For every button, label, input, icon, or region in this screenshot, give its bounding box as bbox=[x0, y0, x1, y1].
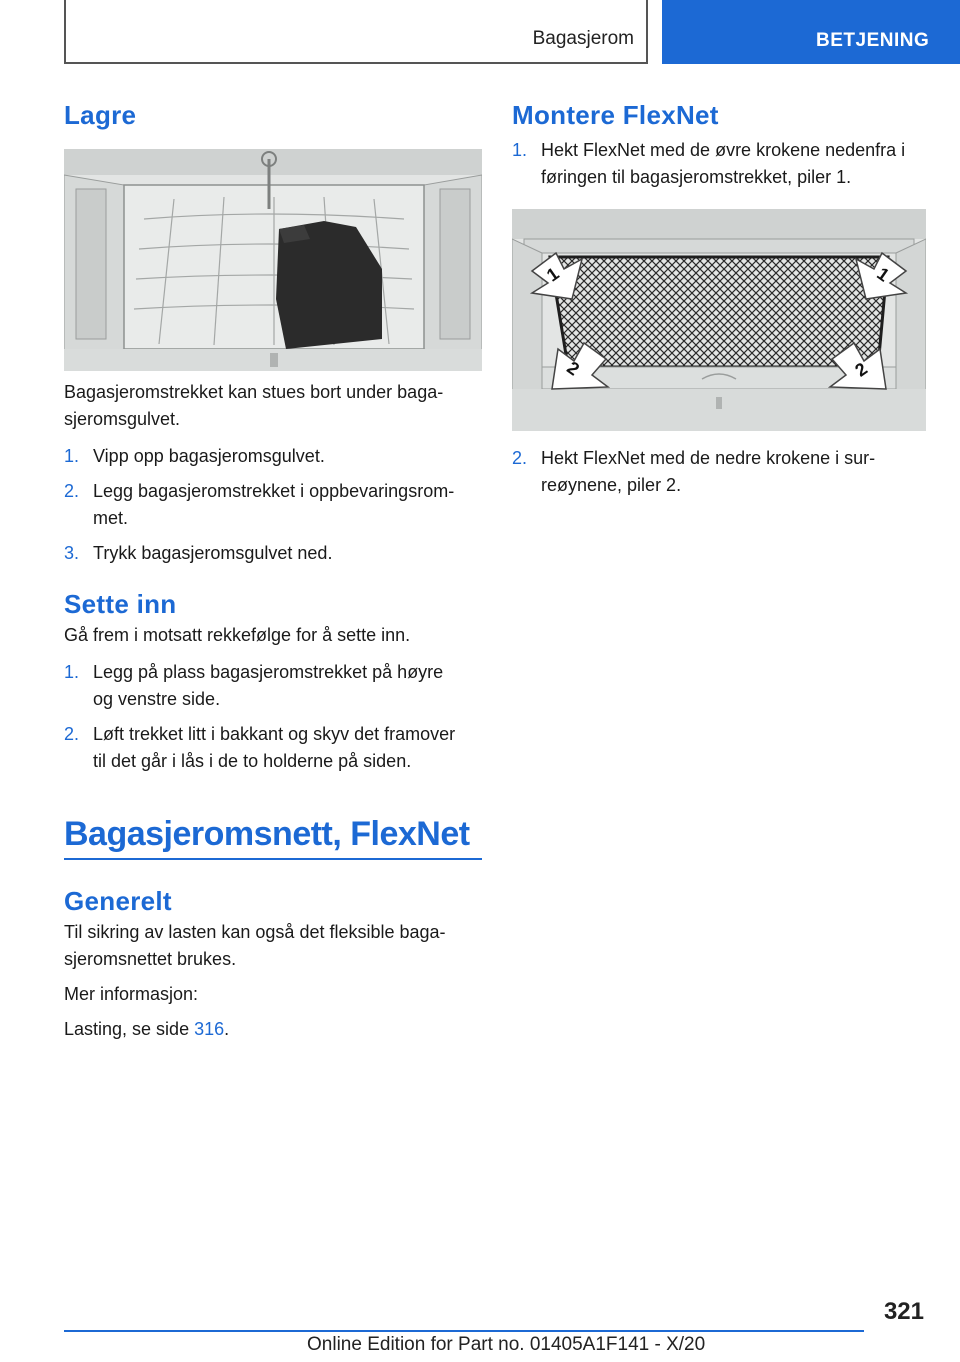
step-text: Hekt FlexNet med de nedre krokene i sur- bbox=[541, 448, 876, 468]
step-number: 2. bbox=[64, 481, 80, 501]
reference-prefix: Lasting, se side bbox=[64, 1019, 195, 1039]
montere-flexnet-heading: Montere FlexNet bbox=[512, 100, 719, 130]
generelt-text-line-2: sjeromsnettet brukes. bbox=[64, 949, 237, 969]
step-text-cont: og venstre side. bbox=[93, 689, 221, 709]
list-item bbox=[512, 445, 926, 499]
step-number: 2. bbox=[64, 724, 80, 744]
step-text: Legg bagasjeromstrekket i oppbevaringsrom- bbox=[93, 481, 455, 501]
page-number: 321 bbox=[883, 1298, 924, 1325]
sette-inn-heading: Sette inn bbox=[64, 589, 177, 619]
step-text-cont: reøynene, piler 2. bbox=[541, 475, 682, 495]
step-text: Legg på plass bagasjeromstrekket på høyre bbox=[93, 662, 444, 682]
more-info-label: Mer informasjon: bbox=[64, 984, 199, 1004]
generelt-text-line-1: Til sikring av lasten kan også det fleksible baga- bbox=[64, 922, 446, 942]
step-text: Trykk bagasjeromsgulvet ned. bbox=[93, 543, 333, 563]
step-text: Hekt FlexNet med de øvre krokene nedenfra i bbox=[541, 140, 906, 160]
lagre-heading: Lagre bbox=[64, 100, 137, 130]
list-item bbox=[64, 478, 482, 532]
arrow-label: 1 bbox=[873, 263, 894, 286]
footer-divider bbox=[64, 1330, 864, 1332]
step-number: 1. bbox=[64, 446, 80, 466]
trunk-cover-stowed-illustration bbox=[64, 149, 482, 371]
header-section-title: Bagasjerom bbox=[532, 28, 634, 49]
arrow-label: 1 bbox=[542, 263, 563, 286]
step-text: Løft trekket litt i bakkant og skyv det framover bbox=[93, 724, 456, 744]
list-item bbox=[64, 721, 482, 775]
header-chapter-tab bbox=[662, 0, 960, 64]
right-column bbox=[512, 100, 926, 499]
step-number: 1. bbox=[64, 662, 80, 682]
list-item bbox=[64, 659, 482, 713]
flexnet-mounting-illustration bbox=[512, 209, 926, 431]
flexnet-chapter-heading: Bagasjeromsnett, FlexNet bbox=[64, 815, 482, 860]
lagre-intro-line-1: Bagasjeromstrekket kan stues bort under baga- bbox=[64, 382, 444, 402]
reference-suffix: . bbox=[224, 1019, 230, 1039]
page-reference-link[interactable]: 316 bbox=[194, 1019, 225, 1039]
header-chapter-label: BETJENING bbox=[816, 30, 930, 51]
sette-inn-intro: Gå frem i motsatt rekkefølge for å sette inn. bbox=[64, 625, 411, 645]
step-text-cont: til det går i lås i de to holderne på siden. bbox=[93, 751, 412, 771]
page-reference bbox=[64, 1016, 482, 1043]
list-item bbox=[512, 137, 926, 191]
step-text-cont: føringen til bagasjeromstrekket, piler 1. bbox=[541, 167, 852, 187]
list-item bbox=[64, 540, 482, 567]
left-column bbox=[64, 100, 482, 1043]
generelt-heading: Generelt bbox=[64, 886, 172, 916]
step-number: 1. bbox=[512, 140, 528, 160]
step-number: 3. bbox=[64, 543, 80, 563]
step-text-cont: met. bbox=[93, 508, 129, 528]
arrow-label: 2 bbox=[563, 357, 584, 380]
sette-inn-steps-list bbox=[64, 659, 482, 775]
footer-edition: Online Edition for Part no. 01405A1F141 - X/20 bbox=[307, 1334, 706, 1355]
step-number: 2. bbox=[512, 448, 528, 468]
arrow-label: 2 bbox=[851, 358, 872, 381]
list-item bbox=[64, 443, 482, 470]
step-text: Vipp opp bagasjeromsgulvet. bbox=[93, 446, 325, 466]
lagre-intro-line-2: sjeromsgulvet. bbox=[64, 409, 181, 429]
lagre-steps-list bbox=[64, 443, 482, 567]
